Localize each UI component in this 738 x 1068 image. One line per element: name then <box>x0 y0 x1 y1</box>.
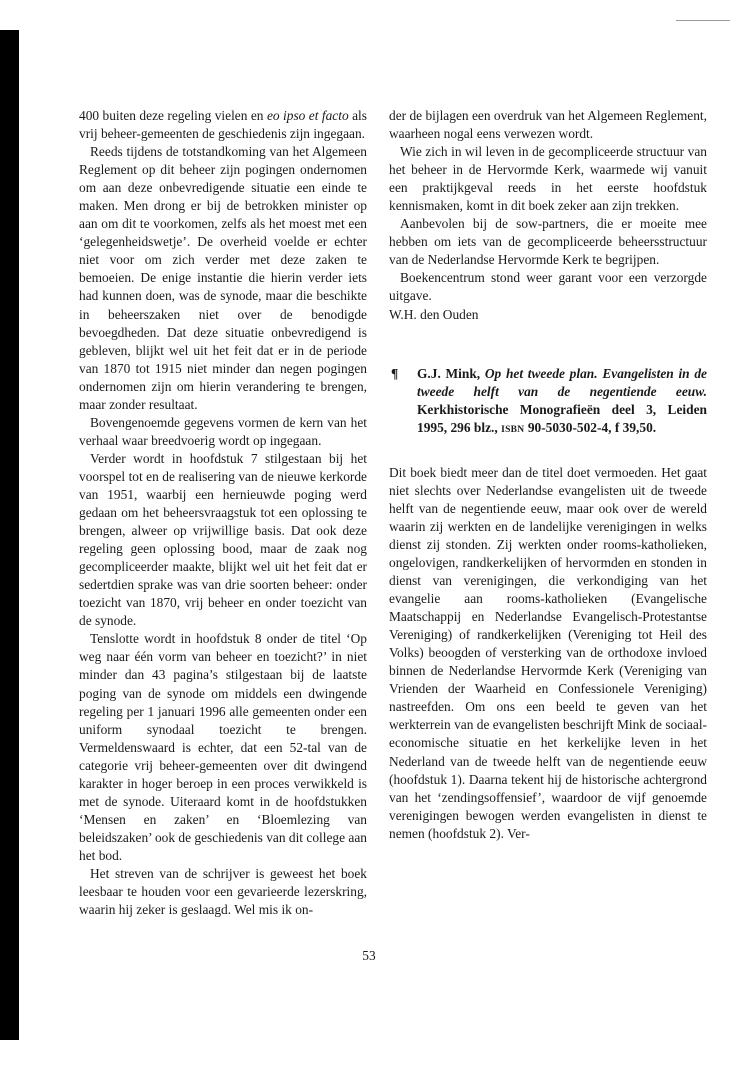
left-paragraph-5: Tenslotte wordt in hoofdstuk 8 onder de titel ‘Op weg naar één vorm van beheer en toezicht?’ in niet minder dan 43 pagina’s stilgestaan bij de laatste poging van de synode om middels een dwingende regeling per 1 januari 1996 alle gemeenten onder een uniform synodaal toezicht te brengen. Vermeldenswaard is echter, dat een 52-tal van de categorie vrij beheer-gemeenten over dit dwingend karakter in hoger beroep in een proces verwikkeld is met de synode. Uiteraard komt in de hoofdstukken ‘Mensen en zaken’ en ‘Bloemlezing van beleidszaken’ ook de geschiedenis van dit college aan het bod. <box>79 631 367 863</box>
right-paragraph-2: Wie zich in wil leven in de gecompliceerde structuur van het beheer in de Hervormde Kerk, waarmede wij vanuit een praktijkgeval reeds in het eerste hoofdstuk kennismaken, komt in dit boek zeker aan zijn trekken. <box>389 144 707 214</box>
left-p1-text-a: 400 buiten deze regeling vielen en <box>79 108 267 123</box>
left-paragraph-4: Verder wordt in hoofdstuk 7 stilgestaan bij het voorspel tot en de realisering van de nieuwe kerkorde van 1951, waarbij een hernieuwde poging werd gedaan om het beheersvraagstuk tot een oplossing te brengen, alweer op vrijwillige basis. Dat ook deze regeling geen oplossing bood, maar de zaak nog gecompliceerder maakte, blijkt wel uit het feit dat er sedertdien sprake was van drie soorten beheer: onder toezicht van 1870, vrij beheer en onder toezicht van de synode. <box>79 450 367 629</box>
pilcrow-icon: ¶ <box>391 365 399 381</box>
left-paragraph-3: Bovengenoemde gegevens vormen de kern van het verhaal waar breedvoerig wordt op ingegaan. <box>79 414 367 448</box>
isbn-label: ISBN <box>501 424 525 435</box>
left-paragraph-2: Reeds tijdens de totstandkoming van het Algemeen Reglement op dit beheer zijn pogingen ondernomen om aan deze onbevredigende situatie een einde te maken. Men drong er bij de betrokken minister op aan om dit te voorkomen, zelfs als het moest met een ‘gelegenheidswetje’. De overheid voelde er echter niet voor om zich verder met deze zaken te bemoeien. De enige instantie die hierin verder iets had kunnen doen, was de synode, maar die beschikte in beheerszaken niet over de benodigde bevoegdheden. Dat deze situatie onbevredigend is gebleven, blijkt wel uit het feit dat er in de periode van 1870 tot 1915 niet minder dan negen pogingen ondernomen zijn om hierin verandering te brengen, maar zonder resultaat. <box>79 144 367 412</box>
right-paragraph-5: Dit boek biedt meer dan de titel doet vermoeden. Het gaat niet slechts over Nederlandse evangelisten uit de tweede helft van de negentiende eeuw, maar ook over de wereld waarin zij werkten en de landelijke verenigingen in welks dienst zij stonden. Zij werkten onder rooms-katholieken, ongelovigen, randkerkelijken of hervormden en stonden in dienst van verenigingen, die verkondiging van het evangelie aan rooms-katholieken (Evangelische Maatschappij en Nederlandse Evangelisch-Protestantse Vereniging) of randkerkelijken (Vereniging tot Heil des Volks) beoogden of versterking van de orthodoxe invloed binnen de Nederlandse Hervormde Kerk (Vereniging van Vrienden der Waarheid en Confessionele Vereniging) nastreefden. Om ons een beeld te geven van het werkterrein van de evangelisten beschrijft Mink de sociaal-economische situatie en het kerkelijke leven in het Nederland van de tweede helft van de negentiende eeuw (hoofdstuk 1). Daarna tekent hij de historische achtergrond van het ‘zendingsoffensief’, waardoor de vijf genoemde verenigingen bewogen werden evangelisten in dienst te nemen (hoofdstuk 2). Ver- <box>389 464 707 841</box>
book-entry <box>389 365 707 439</box>
latin-phrase: eo ipso et facto <box>266 108 349 123</box>
book-details: Kerkhistorische Monografieën deel 3, Leiden 1995, 296 blz., <box>417 401 707 435</box>
book-title: Op het tweede plan. Evangelisten in de tweede helft van de negentiende eeuw. <box>417 365 707 399</box>
top-corner-rule <box>676 20 730 21</box>
isbn-and-price: 90-5030-502-4, f 39,50. <box>524 419 657 435</box>
right-paragraph-3: Aanbevolen bij de sow-partners, die er moeite mee hebben om iets van de gecompliceerde beheersstructuur van de Nederlandse Hervormde Kerk te begrijpen. <box>389 216 707 268</box>
reviewer-signature: W.H. den Ouden <box>389 306 479 322</box>
left-column <box>79 107 367 919</box>
right-paragraph-4: Boekencentrum stond weer garant voor een verzorgde uitgave. <box>389 270 707 304</box>
left-p1-text-c: als vrij beheer-gemeenten de geschiedenis zijn ingegaan. <box>79 108 367 142</box>
left-paragraph-1 <box>79 107 367 143</box>
right-paragraph-1: der de bijlagen een overdruk van het Algemeen Reglement, waarheen nogal eens verwezen wordt. <box>389 108 707 142</box>
left-paragraph-6: Het streven van de schrijver is geweest het boek leesbaar te houden voor een gevarieerde lezerskring, waarin hij zeker is geslaagd. Wel mis ik on- <box>79 865 367 918</box>
book-author: G.J. Mink, <box>417 365 485 381</box>
right-column <box>389 107 707 843</box>
scan-edge-bar <box>0 30 19 1040</box>
page-number: 53 <box>362 948 376 963</box>
